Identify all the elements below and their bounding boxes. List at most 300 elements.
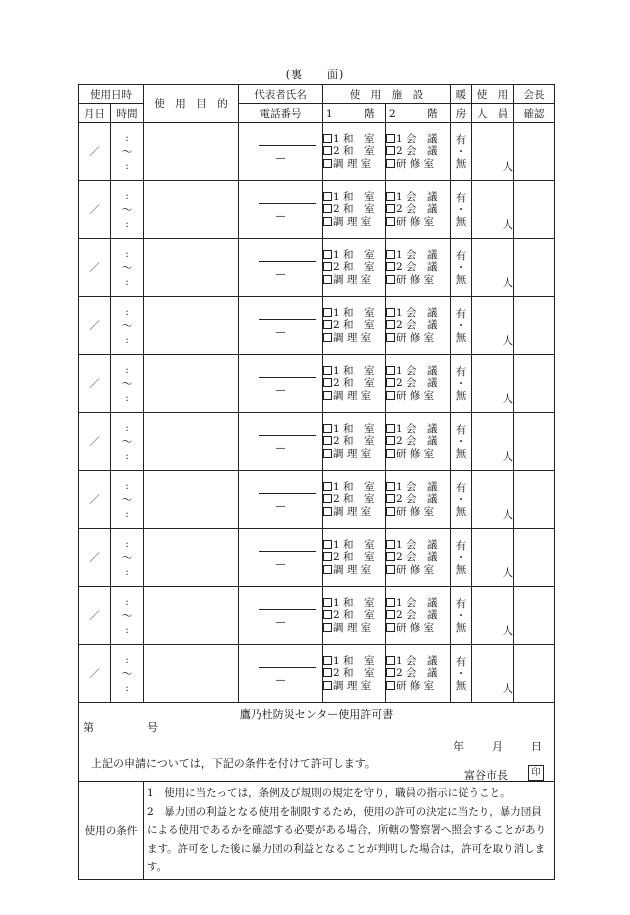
- checkbox[interactable]: [386, 262, 395, 271]
- name-line: [259, 319, 316, 320]
- floor1-options: [323, 355, 386, 413]
- checkbox[interactable]: [323, 436, 332, 445]
- date-field[interactable]: [79, 413, 111, 471]
- checkbox[interactable]: [323, 565, 332, 574]
- facility-option[interactable]: 調 理 室: [323, 680, 385, 693]
- checkbox[interactable]: [386, 308, 395, 317]
- people-unit: 人: [502, 393, 513, 405]
- permit-date: [453, 738, 542, 754]
- name-line: [259, 493, 316, 494]
- checkbox[interactable]: [386, 424, 395, 433]
- checkbox[interactable]: [386, 391, 395, 400]
- phone-dash: —: [275, 675, 286, 686]
- name-line: [259, 377, 316, 378]
- facility-option[interactable]: 1 和 室: [323, 307, 385, 320]
- people-unit: 人: [502, 277, 513, 289]
- checkbox[interactable]: [323, 217, 332, 226]
- time-field[interactable]: [111, 239, 144, 297]
- header-people-bottom: 人 員: [472, 104, 514, 123]
- usage-row: [79, 123, 555, 181]
- time-field[interactable]: [111, 529, 144, 587]
- facility-option[interactable]: 2 会 議: [386, 145, 450, 158]
- facility-option[interactable]: 1 会 議: [386, 655, 450, 668]
- checkbox[interactable]: [323, 333, 332, 342]
- checkbox[interactable]: [323, 250, 332, 259]
- facility-option[interactable]: 調 理 室: [323, 622, 385, 635]
- checkbox[interactable]: [386, 192, 395, 201]
- date-slash: ／: [89, 378, 100, 390]
- floor2-options: [386, 297, 451, 355]
- chair-confirm-field[interactable]: [514, 355, 555, 413]
- time-field[interactable]: [111, 355, 144, 413]
- time-end-colon: :: [125, 217, 129, 230]
- permit-mayor: 富谷市長: [464, 769, 508, 782]
- floor2-options: [386, 239, 451, 297]
- date-field[interactable]: [79, 587, 111, 645]
- purpose-field[interactable]: [144, 645, 239, 703]
- chair-confirm-field[interactable]: [514, 123, 555, 181]
- conditions-label: 使用の条件: [79, 782, 144, 880]
- time-range-mark: 〜: [121, 493, 133, 506]
- phone-dash: —: [275, 617, 286, 628]
- time-end-colon: :: [125, 507, 129, 520]
- checkbox[interactable]: [386, 681, 395, 690]
- permit-number-suffix: 号: [147, 721, 159, 734]
- facility-option[interactable]: 2 会 議: [386, 203, 450, 216]
- date-field[interactable]: [79, 239, 111, 297]
- checkbox[interactable]: [386, 565, 395, 574]
- facility-option[interactable]: 2 和 室: [323, 493, 385, 506]
- facility-option[interactable]: 2 会 議: [386, 319, 450, 332]
- time-field[interactable]: [111, 645, 144, 703]
- chair-confirm-field[interactable]: [514, 471, 555, 529]
- facility-option[interactable]: 2 和 室: [323, 203, 385, 216]
- checkbox[interactable]: [386, 333, 395, 342]
- people-count-field[interactable]: [472, 413, 514, 471]
- people-unit: 人: [502, 161, 513, 173]
- facility-option[interactable]: 2 会 議: [386, 435, 450, 448]
- time-range-mark: 〜: [121, 319, 133, 332]
- people-count-field[interactable]: [472, 181, 514, 239]
- time-field[interactable]: [111, 413, 144, 471]
- facility-option[interactable]: 1 会 議: [386, 191, 450, 204]
- checkbox[interactable]: [386, 275, 395, 284]
- usage-row: [79, 587, 555, 645]
- checkbox[interactable]: [323, 378, 332, 387]
- checkbox[interactable]: [323, 275, 332, 284]
- floor2-options: [386, 123, 451, 181]
- facility-option[interactable]: 1 会 議: [386, 423, 450, 436]
- facility-option[interactable]: 1 会 議: [386, 539, 450, 552]
- name-line: [259, 145, 316, 146]
- phone-dash: —: [275, 269, 286, 280]
- facility-option[interactable]: 調 理 室: [323, 448, 385, 461]
- checkbox[interactable]: [323, 610, 332, 619]
- facility-option[interactable]: 1 会 議: [386, 249, 450, 262]
- floor1-options: [323, 529, 386, 587]
- facility-option[interactable]: 2 和 室: [323, 261, 385, 274]
- facility-option[interactable]: 研 修 室: [386, 390, 450, 403]
- date-field[interactable]: [79, 645, 111, 703]
- facility-option[interactable]: 研 修 室: [386, 622, 450, 635]
- representative-field[interactable]: [239, 529, 323, 587]
- facility-option[interactable]: 2 和 室: [323, 377, 385, 390]
- facility-option[interactable]: 調 理 室: [323, 216, 385, 229]
- chair-confirm-field[interactable]: [514, 181, 555, 239]
- heating-choice[interactable]: 有 ・ 無: [451, 181, 472, 239]
- facility-option[interactable]: 調 理 室: [323, 158, 385, 171]
- time-range-mark: 〜: [121, 609, 133, 622]
- checkbox[interactable]: [323, 623, 332, 632]
- header-chair-top: 会長: [514, 85, 555, 104]
- usage-row: [79, 239, 555, 297]
- checkbox[interactable]: [386, 494, 395, 503]
- checkbox[interactable]: [323, 262, 332, 271]
- checkbox[interactable]: [323, 656, 332, 665]
- time-field[interactable]: [111, 123, 144, 181]
- purpose-field[interactable]: [144, 355, 239, 413]
- representative-field[interactable]: [239, 645, 323, 703]
- date-field[interactable]: [79, 181, 111, 239]
- time-start-colon: :: [125, 363, 129, 376]
- heating-choice[interactable]: 有 ・ 無: [451, 471, 472, 529]
- checkbox[interactable]: [323, 540, 332, 549]
- facility-option[interactable]: 1 和 室: [323, 365, 385, 378]
- date-slash: ／: [89, 436, 100, 448]
- heating-choice[interactable]: 有 ・ 無: [451, 123, 472, 181]
- floor1-options: [323, 587, 386, 645]
- time-range-mark: 〜: [121, 261, 133, 274]
- page-title: (裏 面): [285, 68, 345, 81]
- facility-option[interactable]: 研 修 室: [386, 564, 450, 577]
- header-purpose: 使 用 目 的: [144, 85, 239, 123]
- checkbox[interactable]: [386, 250, 395, 259]
- facility-option[interactable]: 研 修 室: [386, 274, 450, 287]
- facility-option[interactable]: 研 修 室: [386, 332, 450, 345]
- facility-option[interactable]: 2 会 議: [386, 667, 450, 680]
- representative-field[interactable]: [239, 123, 323, 181]
- time-start-colon: :: [125, 305, 129, 318]
- checkbox[interactable]: [323, 681, 332, 690]
- usage-row: [79, 181, 555, 239]
- heating-choice[interactable]: 有 ・ 無: [451, 355, 472, 413]
- facility-option[interactable]: 2 和 室: [323, 609, 385, 622]
- time-start-colon: :: [125, 421, 129, 434]
- seal-box: 印: [528, 765, 544, 781]
- name-line: [259, 667, 316, 668]
- date-slash: ／: [89, 494, 100, 506]
- permit-day: 日: [531, 740, 542, 753]
- checkbox[interactable]: [386, 378, 395, 387]
- representative-field[interactable]: [239, 355, 323, 413]
- facility-option[interactable]: 2 和 室: [323, 667, 385, 680]
- purpose-field[interactable]: [144, 587, 239, 645]
- representative-field[interactable]: [239, 587, 323, 645]
- time-field[interactable]: [111, 471, 144, 529]
- purpose-field[interactable]: [144, 529, 239, 587]
- facility-option[interactable]: 2 和 室: [323, 145, 385, 158]
- facility-option[interactable]: 1 会 議: [386, 307, 450, 320]
- people-count-field[interactable]: [472, 645, 514, 703]
- facility-option[interactable]: 1 会 議: [386, 365, 450, 378]
- facility-option[interactable]: 調 理 室: [323, 564, 385, 577]
- phone-dash: —: [275, 385, 286, 396]
- facility-option[interactable]: 研 修 室: [386, 448, 450, 461]
- people-count-field[interactable]: [472, 239, 514, 297]
- name-line: [259, 435, 316, 436]
- floor1-options: [323, 413, 386, 471]
- purpose-field[interactable]: [144, 471, 239, 529]
- checkbox[interactable]: [323, 159, 332, 168]
- purpose-field[interactable]: [144, 297, 239, 355]
- date-field[interactable]: [79, 529, 111, 587]
- permit-statement: 上記の申請については，下記の条件を付けて許可します。: [91, 757, 376, 770]
- date-slash: ／: [89, 668, 100, 680]
- representative-field[interactable]: [239, 239, 323, 297]
- checkbox[interactable]: [323, 449, 332, 458]
- heating-choice[interactable]: 有 ・ 無: [451, 413, 472, 471]
- heating-choice[interactable]: 有 ・ 無: [451, 529, 472, 587]
- time-start-colon: :: [125, 653, 129, 666]
- checkbox[interactable]: [323, 494, 332, 503]
- permit-title: 鷹乃杜防災センター使用許可書: [239, 708, 394, 721]
- floor2-options: [386, 587, 451, 645]
- floor1-options: [323, 297, 386, 355]
- checkbox[interactable]: [323, 507, 332, 516]
- checkbox[interactable]: [386, 656, 395, 665]
- facility-option[interactable]: 研 修 室: [386, 680, 450, 693]
- name-line: [259, 551, 316, 552]
- facility-option[interactable]: 2 会 議: [386, 493, 450, 506]
- header-chair-bottom: 確認: [514, 104, 555, 123]
- permit-month: 月: [492, 740, 503, 753]
- facility-option[interactable]: 2 会 議: [386, 551, 450, 564]
- time-end-colon: :: [125, 565, 129, 578]
- header-floor1: 1 階: [323, 104, 386, 123]
- checkbox[interactable]: [323, 391, 332, 400]
- conditions-text: [144, 782, 555, 880]
- people-count-field[interactable]: [472, 123, 514, 181]
- time-field[interactable]: [111, 297, 144, 355]
- floor2-options: [386, 413, 451, 471]
- chair-confirm-field[interactable]: [514, 529, 555, 587]
- checkbox[interactable]: [323, 552, 332, 561]
- checkbox[interactable]: [323, 204, 332, 213]
- phone-dash: —: [275, 559, 286, 570]
- usage-row: [79, 413, 555, 471]
- people-unit: 人: [502, 625, 513, 637]
- floor1-options: [323, 123, 386, 181]
- date-field[interactable]: [79, 297, 111, 355]
- checkbox[interactable]: [386, 217, 395, 226]
- usage-row: [79, 645, 555, 703]
- representative-field[interactable]: [239, 297, 323, 355]
- time-field[interactable]: [111, 587, 144, 645]
- checkbox[interactable]: [386, 436, 395, 445]
- checkbox[interactable]: [386, 366, 395, 375]
- checkbox[interactable]: [386, 668, 395, 677]
- checkbox[interactable]: [386, 146, 395, 155]
- purpose-field[interactable]: [144, 413, 239, 471]
- phone-dash: —: [275, 153, 286, 164]
- permit-year: 年: [453, 740, 464, 753]
- date-field[interactable]: [79, 355, 111, 413]
- facility-option[interactable]: 2 会 議: [386, 261, 450, 274]
- header-time: 時間: [111, 104, 144, 123]
- header-facilities: 使 用 施 設: [323, 85, 451, 104]
- header-month-day: 月日: [79, 104, 111, 123]
- facility-option[interactable]: 2 和 室: [323, 319, 385, 332]
- date-slash: ／: [89, 262, 100, 274]
- checkbox[interactable]: [386, 134, 395, 143]
- chair-confirm-field[interactable]: [514, 587, 555, 645]
- facility-option[interactable]: 研 修 室: [386, 216, 450, 229]
- facility-option[interactable]: 1 会 議: [386, 481, 450, 494]
- facility-option[interactable]: 1 和 室: [323, 423, 385, 436]
- time-end-colon: :: [125, 391, 129, 404]
- checkbox[interactable]: [323, 192, 332, 201]
- floor2-options: [386, 529, 451, 587]
- people-count-field[interactable]: [472, 355, 514, 413]
- facility-option[interactable]: 2 会 議: [386, 377, 450, 390]
- checkbox[interactable]: [323, 598, 332, 607]
- facility-option[interactable]: 調 理 室: [323, 390, 385, 403]
- checkbox[interactable]: [323, 308, 332, 317]
- header-people-top: 使 用: [472, 85, 514, 104]
- checkbox[interactable]: [386, 159, 395, 168]
- checkbox[interactable]: [323, 668, 332, 677]
- date-slash: ／: [89, 204, 100, 216]
- facility-option[interactable]: 1 和 室: [323, 597, 385, 610]
- facility-option[interactable]: 調 理 室: [323, 274, 385, 287]
- time-start-colon: :: [125, 537, 129, 550]
- phone-dash: —: [275, 211, 286, 222]
- facility-option[interactable]: 1 和 室: [323, 539, 385, 552]
- checkbox[interactable]: [323, 320, 332, 329]
- time-field[interactable]: [111, 181, 144, 239]
- people-unit: 人: [502, 509, 513, 521]
- permit-number: [83, 719, 159, 735]
- checkbox[interactable]: [386, 552, 395, 561]
- phone-dash: —: [275, 443, 286, 454]
- people-count-field[interactable]: [472, 587, 514, 645]
- time-end-colon: :: [125, 275, 129, 288]
- facility-option[interactable]: 1 和 室: [323, 249, 385, 262]
- usage-row: [79, 529, 555, 587]
- purpose-field[interactable]: [144, 181, 239, 239]
- time-range-mark: 〜: [121, 377, 133, 390]
- time-start-colon: :: [125, 247, 129, 260]
- time-range-mark: 〜: [121, 551, 133, 564]
- date-slash: ／: [89, 320, 100, 332]
- time-start-colon: :: [125, 189, 129, 202]
- checkbox[interactable]: [323, 134, 332, 143]
- chair-confirm-field[interactable]: [514, 413, 555, 471]
- name-line: [259, 203, 316, 204]
- chair-confirm-field[interactable]: [514, 297, 555, 355]
- facility-option[interactable]: 2 和 室: [323, 551, 385, 564]
- people-unit: 人: [502, 219, 513, 231]
- representative-field[interactable]: [239, 413, 323, 471]
- facility-option[interactable]: 1 和 室: [323, 655, 385, 668]
- heating-choice[interactable]: 有 ・ 無: [451, 645, 472, 703]
- heating-choice[interactable]: 有 ・ 無: [451, 297, 472, 355]
- checkbox[interactable]: [386, 449, 395, 458]
- time-range-mark: 〜: [121, 435, 133, 448]
- purpose-field[interactable]: [144, 239, 239, 297]
- floor1-options: [323, 239, 386, 297]
- header-use-datetime: 使用日時: [79, 85, 144, 104]
- time-start-colon: :: [125, 131, 129, 144]
- floor2-options: [386, 181, 451, 239]
- checkbox[interactable]: [386, 598, 395, 607]
- chair-confirm-field[interactable]: [514, 645, 555, 703]
- facility-option[interactable]: 1 和 室: [323, 481, 385, 494]
- checkbox[interactable]: [323, 366, 332, 375]
- time-start-colon: :: [125, 595, 129, 608]
- facility-option[interactable]: 1 和 室: [323, 133, 385, 146]
- checkbox[interactable]: [323, 146, 332, 155]
- floor1-options: [323, 181, 386, 239]
- time-range-mark: 〜: [121, 667, 133, 680]
- facility-option[interactable]: 調 理 室: [323, 332, 385, 345]
- chair-confirm-field[interactable]: [514, 239, 555, 297]
- condition-item-1: 1 使用に当たっては，条例及び規則の規定を守り，職員の指示に従うこと。: [147, 787, 511, 799]
- people-count-field[interactable]: [472, 471, 514, 529]
- checkbox[interactable]: [323, 482, 332, 491]
- people-count-field[interactable]: [472, 529, 514, 587]
- checkbox[interactable]: [323, 424, 332, 433]
- checkbox[interactable]: [386, 507, 395, 516]
- checkbox[interactable]: [386, 482, 395, 491]
- date-slash: ／: [89, 610, 100, 622]
- header-phone: 電話番号: [239, 104, 323, 123]
- facility-option[interactable]: 研 修 室: [386, 158, 450, 171]
- people-count-field[interactable]: [472, 297, 514, 355]
- facility-option[interactable]: 1 会 議: [386, 597, 450, 610]
- time-end-colon: :: [125, 333, 129, 346]
- checkbox[interactable]: [386, 204, 395, 213]
- representative-field[interactable]: [239, 471, 323, 529]
- facility-option[interactable]: 1 会 議: [386, 133, 450, 146]
- date-field[interactable]: [79, 123, 111, 181]
- facility-option[interactable]: 研 修 室: [386, 506, 450, 519]
- checkbox[interactable]: [386, 540, 395, 549]
- facility-option[interactable]: 2 和 室: [323, 435, 385, 448]
- checkbox[interactable]: [386, 623, 395, 632]
- header-heating-bottom: 房: [451, 104, 472, 123]
- permit-section: [79, 703, 555, 782]
- phone-dash: —: [275, 327, 286, 338]
- checkbox[interactable]: [386, 320, 395, 329]
- name-line: [259, 609, 316, 610]
- permit-number-prefix: 第: [83, 721, 95, 734]
- representative-field[interactable]: [239, 181, 323, 239]
- floor1-options: [323, 471, 386, 529]
- facility-option[interactable]: 1 和 室: [323, 191, 385, 204]
- facility-option[interactable]: 調 理 室: [323, 506, 385, 519]
- usage-table: [78, 84, 555, 880]
- heating-choice[interactable]: 有 ・ 無: [451, 587, 472, 645]
- heating-choice[interactable]: 有 ・ 無: [451, 239, 472, 297]
- floor2-options: [386, 355, 451, 413]
- facility-option[interactable]: 2 会 議: [386, 609, 450, 622]
- checkbox[interactable]: [386, 610, 395, 619]
- header-heating-top: 暖: [451, 85, 472, 104]
- date-slash: ／: [89, 552, 100, 564]
- date-field[interactable]: [79, 471, 111, 529]
- purpose-field[interactable]: [144, 123, 239, 181]
